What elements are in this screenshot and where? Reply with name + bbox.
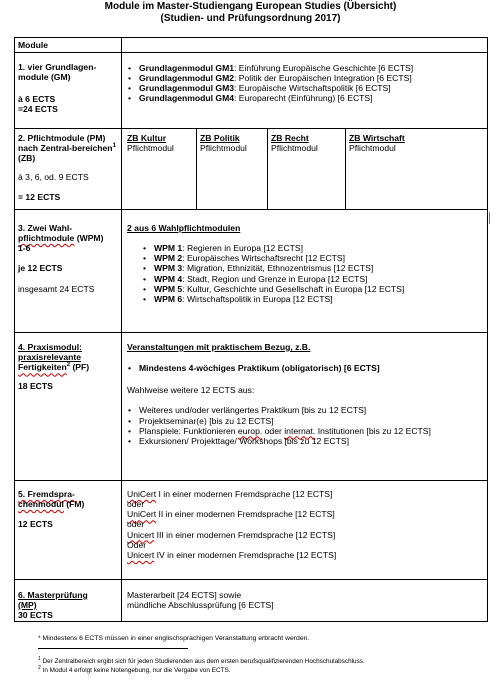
text-cursor-mark <box>489 212 490 224</box>
zb-ects-total: = 12 ECTS <box>18 191 61 202</box>
zb-title: 2. Pflichtmodule (PM) nach Zentral-bereichen$^1$ (ZB) <box>18 133 116 164</box>
mp-line2: mündliche Abschlussprüfung [6 ECTS] <box>127 600 274 611</box>
unicert-line: UniCert I in einer modernen Fremdsprache [12 ECTS] <box>127 489 333 499</box>
fm-title: 5. Fremdspra- chenmodul (FM) <box>18 489 85 510</box>
wpm-module-cell <box>18 223 118 294</box>
list-item: • Grundlagenmodul GM4: Europarecht (Einführung) [6 ECTS] <box>127 93 482 103</box>
zb-module-cell <box>18 133 118 202</box>
unicert-line: UniCert II in einer modernen Fremdsprache [12 ECTS] <box>127 509 335 520</box>
mp-ects: 30 ECTS <box>18 610 53 621</box>
document-title-line2: (Studien- und Prüfungsordnung 2017) <box>160 13 341 24</box>
list-item: • Weiteres und/oder verlängertes Praktikum [bis zu 12 ECTS] <box>127 405 482 415</box>
zb-column-divider <box>345 129 346 209</box>
footnote-star: * Mindestens 6 ECTS müssen in einer englischsprachigen Veranstaltung erbracht werden. <box>38 635 310 642</box>
list-item: • Planspiele: Funktionieren europ. oder internat. Institutionen [bis zu 12 ECTS] <box>127 426 482 436</box>
unicert-line: Unicert III in einer modernen Fremdsprache [12 ECTS] <box>127 529 336 540</box>
row-divider <box>14 480 488 481</box>
pf-options-list <box>127 405 482 446</box>
mp-content-cell <box>127 590 482 610</box>
list-item: • Grundlagenmodul GM1: Einführung Europäische Geschichte [6 ECTS] <box>127 63 482 73</box>
list-item: • Exkursionen/ Projekttage/ Workshops [bis zu 12 ECTS] <box>127 436 482 446</box>
row-divider <box>14 52 488 53</box>
mp-title-line1: 6. Masterprüfung <box>18 590 88 600</box>
mp-title-line2: (MP) <box>18 600 37 611</box>
fm-module-cell <box>18 489 118 529</box>
row-divider <box>14 579 488 580</box>
list-item: • WPM 1: Regieren in Europa [12 ECTS] <box>142 243 482 253</box>
row-divider <box>14 209 488 210</box>
pf-title: 4. Praxismodul: praxisrelevante Fertigkeiten$^2$ (PF) <box>18 342 90 373</box>
header-module-label: Module <box>18 40 49 50</box>
wpm-title: 3. Zwei Wahl- pflichtmodule (WPM) 1-6 <box>18 223 104 254</box>
zb-column-divider <box>196 129 197 209</box>
mp-line1: Masterarbeit [24 ECTS] sowie <box>127 590 242 600</box>
list-item: • Projektseminar(e) [bis zu 12 ECTS] <box>127 416 482 426</box>
oder-line: oder <box>127 519 145 530</box>
document-title-line1: Module im Master-Studiengang European Studies (Übersicht) <box>104 1 397 12</box>
list-item: • WPM 4: Stadt, Region und Grenze in Europa [12 ECTS] <box>142 274 482 284</box>
gm-module-cell <box>18 62 116 115</box>
row-divider <box>14 332 488 333</box>
pf-mandatory-list <box>127 363 482 373</box>
gm-list <box>127 63 482 104</box>
list-item: • Grundlagenmodul GM3: Europäische Wirtschaftspolitik [6 ECTS] <box>127 83 482 93</box>
pf-heading: Veranstaltungen mit praktischem Bezug, z.B. <box>127 342 311 352</box>
footnote-rule <box>38 648 188 649</box>
list-item: • WPM 6: Wirtschaftspolitik in Europa [12 ECTS] <box>142 294 482 304</box>
zb-area-wirtschaft: ZB Wirtschaft Pflichtmodul <box>349 133 405 154</box>
zb-area-recht: ZB Recht Pflichtmodul <box>271 133 318 154</box>
list-item: • Mindestens 4-wöchiges Praktikum (obligatorisch) [6 ECTS] <box>127 363 482 373</box>
zb-area-kultur: ZB Kultur Pflichtmodul <box>127 133 174 154</box>
document-title <box>0 1 501 25</box>
gm-content-cell <box>127 63 482 104</box>
fm-content-cell <box>127 489 482 560</box>
footnote-2: $^2$ In Modul 4 erfolgt keine Notengebung, nur die Vergabe von ECTS. <box>38 665 231 675</box>
pf-intro: Wahlweise weitere 12 ECTS aus: <box>127 385 255 396</box>
zb-column-divider <box>267 129 268 209</box>
unicert-line: Unicert IV in einer modernen Fremdsprache [12 ECTS] <box>127 549 337 560</box>
wpm-ects-total: insgesamt 24 ECTS <box>18 283 95 294</box>
gm-ects-each: à 6 ECTS <box>18 94 56 105</box>
oder-line: oder <box>127 499 145 510</box>
pf-content-cell <box>127 342 482 446</box>
list-item: • Grundlagenmodul GM2: Politik der Europäischen Integration [6 ECTS] <box>127 73 482 83</box>
wpm-ects-each: je 12 ECTS <box>18 263 63 274</box>
gm-ects-total: =24 ECTS <box>18 104 58 115</box>
fm-ects: 12 ECTS <box>18 519 53 530</box>
list-item: • WPM 3: Migration, Ethnizität, Ethnozentrismus [12 ECTS] <box>142 263 482 273</box>
column-divider <box>121 37 122 622</box>
gm-title: 1. vier Grundlagen-module (GM) <box>18 62 97 83</box>
pf-module-cell <box>18 342 118 392</box>
pf-ects: 18 ECTS <box>18 381 53 392</box>
wpm-list <box>142 243 482 304</box>
wpm-heading: 2 aus 6 Wahlpflichtmodulen <box>127 223 241 233</box>
list-item: • WPM 2: Europäisches Wirtschaftsrecht [12 ECTS] <box>142 253 482 263</box>
zb-ects-each: à 3, 6, od. 9 ECTS <box>18 172 89 183</box>
mp-module-cell <box>18 590 118 620</box>
zb-area-politik: ZB Politik Pflichtmodul <box>200 133 247 154</box>
row-divider <box>14 128 488 129</box>
list-item: • WPM 5: Kultur, Geschichte und Gesellschaft in Europa [12 ECTS] <box>142 284 482 294</box>
wpm-content-cell <box>127 223 482 304</box>
footnote-1: $^1$ Der Zentralbereich ergibt sich für jeden Studierenden aus dem ersten berufsqualifizierenden Hochschulabschluss. <box>38 656 365 666</box>
oder-line: Oder <box>127 539 147 550</box>
